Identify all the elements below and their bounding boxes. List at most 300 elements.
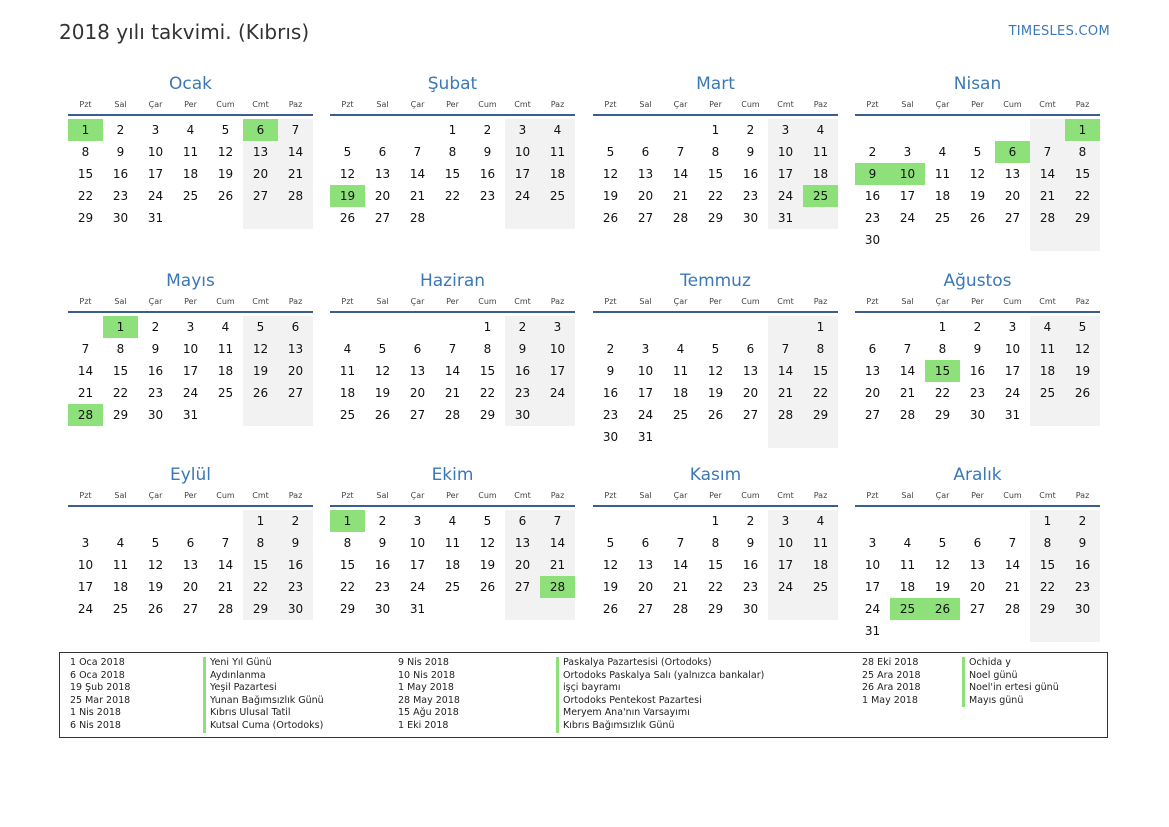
weekday-label: Cmt — [252, 100, 269, 109]
weekday-label: Cum — [741, 491, 760, 500]
weekday-label: Per — [184, 491, 197, 500]
month-name: Mayıs — [166, 271, 215, 291]
day-cell: 14 — [217, 558, 234, 572]
empty-day-cell — [855, 510, 890, 532]
weekday-label: Pzt — [604, 491, 617, 500]
day-grid — [330, 510, 575, 620]
day-cell: 16 — [374, 558, 391, 572]
day-cell: 17 — [1004, 364, 1021, 378]
day-cell: 2 — [483, 123, 492, 137]
legend-holiday-name: Mayıs günü — [962, 695, 1059, 708]
day-cell: 3 — [768, 119, 803, 141]
weekday-label: Paz — [550, 297, 565, 306]
empty-day-cell — [365, 119, 400, 141]
day-cell: 23 — [602, 408, 619, 422]
day-cell: 25 — [1030, 382, 1065, 404]
weekday-label: Pzt — [79, 491, 92, 500]
holiday-day-cell: 28 — [68, 404, 103, 426]
day-cell: 17 — [182, 364, 199, 378]
empty-day-cell — [400, 316, 435, 338]
empty-day-cell — [960, 229, 995, 251]
legend-holiday-date: 6 Nis 2018 — [70, 719, 121, 731]
day-cell: 17 — [147, 167, 164, 181]
day-cell: 21 — [672, 189, 689, 203]
empty-day-cell — [243, 207, 278, 229]
legend-holiday-name: Yeni Yıl Günü — [203, 657, 324, 670]
day-cell: 4 — [803, 119, 838, 141]
empty-day-cell — [1030, 404, 1065, 426]
day-cell: 4 — [186, 123, 195, 137]
weekday-label: Cmt — [514, 297, 531, 306]
day-cell: 16 — [479, 167, 496, 181]
day-cell: 10 — [1004, 342, 1021, 356]
month-name: Mart — [696, 74, 735, 94]
day-cell: 4 — [343, 342, 352, 356]
empty-day-cell — [435, 316, 470, 338]
day-cell: 21 — [672, 580, 689, 594]
day-grid — [68, 119, 313, 229]
day-cell: 11 — [182, 145, 199, 159]
day-cell: 12 — [374, 364, 391, 378]
empty-day-cell — [505, 598, 540, 620]
legend-holiday-date: 1 May 2018 — [862, 694, 918, 706]
day-cell: 6 — [413, 342, 422, 356]
day-cell: 4 — [938, 145, 947, 159]
empty-day-cell — [890, 620, 925, 642]
empty-day-cell — [540, 404, 575, 426]
month-block — [593, 465, 838, 620]
day-cell: 8 — [1030, 532, 1065, 554]
day-cell: 19 — [969, 189, 986, 203]
weekday-label: Paz — [1075, 100, 1090, 109]
day-cell: 3 — [1008, 320, 1017, 334]
day-cell: 20 — [742, 386, 759, 400]
day-cell: 9 — [483, 145, 492, 159]
day-cell: 14 — [672, 167, 689, 181]
day-cell: 8 — [243, 532, 278, 554]
day-cell: 21 — [768, 382, 803, 404]
weekday-label: Per — [971, 297, 984, 306]
day-cell: 9 — [973, 342, 982, 356]
empty-day-cell — [208, 510, 243, 532]
weekday-label: Pzt — [604, 100, 617, 109]
empty-day-cell — [628, 510, 663, 532]
day-cell: 3 — [903, 145, 912, 159]
day-cell: 25 — [934, 211, 951, 225]
day-cell: 31 — [409, 602, 426, 616]
weekday-label: Cmt — [777, 297, 794, 306]
day-cell: 1 — [1030, 510, 1065, 532]
day-cell: 16 — [278, 554, 313, 576]
day-grid — [855, 316, 1100, 426]
day-cell: 12 — [479, 536, 496, 550]
weekday-label: Cmt — [777, 491, 794, 500]
weekday-label: Pzt — [866, 100, 879, 109]
day-cell: 18 — [112, 580, 129, 594]
day-cell: 25 — [803, 576, 838, 598]
day-cell: 8 — [1065, 141, 1100, 163]
day-cell: 12 — [934, 558, 951, 572]
day-cell: 14 — [768, 360, 803, 382]
day-cell: 13 — [409, 364, 426, 378]
empty-day-cell — [960, 620, 995, 642]
empty-day-cell — [890, 510, 925, 532]
legend-holiday-name: işçi bayramı — [556, 682, 764, 695]
empty-day-cell — [960, 510, 995, 532]
day-cell: 20 — [374, 189, 391, 203]
site-link[interactable]: TIMESLES.COM — [1008, 24, 1110, 39]
day-cell: 28 — [409, 211, 426, 225]
day-cell: 6 — [186, 536, 195, 550]
weekday-header — [593, 487, 838, 505]
day-cell: 29 — [1030, 598, 1065, 620]
day-cell: 11 — [217, 342, 234, 356]
month-block — [330, 271, 575, 426]
day-cell: 6 — [868, 342, 877, 356]
weekday-label: Pzt — [341, 297, 354, 306]
day-cell: 8 — [711, 536, 720, 550]
weekday-label: Pzt — [341, 100, 354, 109]
empty-day-cell — [173, 207, 208, 229]
day-cell: 18 — [217, 364, 234, 378]
day-cell: 19 — [707, 386, 724, 400]
day-cell: 2 — [746, 123, 755, 137]
day-cell: 27 — [742, 408, 759, 422]
empty-day-cell — [663, 316, 698, 338]
day-cell: 9 — [505, 338, 540, 360]
day-cell: 13 — [374, 167, 391, 181]
legend-holiday-date: 15 Ağu 2018 — [398, 707, 459, 719]
day-cell: 5 — [151, 536, 160, 550]
day-cell: 28 — [444, 408, 461, 422]
day-cell: 23 — [147, 386, 164, 400]
day-cell: 30 — [278, 598, 313, 620]
day-cell: 4 — [221, 320, 230, 334]
empty-day-cell — [330, 316, 365, 338]
empty-day-cell — [1065, 229, 1100, 251]
day-cell: 17 — [899, 189, 916, 203]
day-cell: 24 — [540, 382, 575, 404]
weekday-label: Per — [709, 491, 722, 500]
month-divider — [593, 114, 838, 116]
day-cell: 30 — [864, 233, 881, 247]
day-cell: 9 — [746, 145, 755, 159]
day-cell: 2 — [1065, 510, 1100, 532]
day-cell: 5 — [343, 145, 352, 159]
day-cell: 20 — [637, 580, 654, 594]
empty-day-cell — [663, 119, 698, 141]
day-cell: 7 — [1008, 536, 1017, 550]
day-cell: 20 — [182, 580, 199, 594]
day-grid — [330, 316, 575, 426]
weekday-label: Sal — [639, 100, 652, 109]
day-cell: 23 — [112, 189, 129, 203]
day-cell: 10 — [182, 342, 199, 356]
weekday-label: Cmt — [1039, 100, 1056, 109]
day-cell: 27 — [864, 408, 881, 422]
weekday-label: Per — [971, 100, 984, 109]
day-cell: 10 — [864, 558, 881, 572]
empty-day-cell — [103, 510, 138, 532]
day-cell: 19 — [479, 558, 496, 572]
day-cell: 18 — [803, 554, 838, 576]
day-cell: 4 — [676, 342, 685, 356]
day-cell: 26 — [374, 408, 391, 422]
month-divider — [330, 311, 575, 313]
day-cell: 20 — [409, 386, 426, 400]
day-cell: 8 — [803, 338, 838, 360]
empty-day-cell — [855, 316, 890, 338]
day-cell: 24 — [505, 185, 540, 207]
day-cell: 11 — [934, 167, 951, 181]
day-cell: 3 — [81, 536, 90, 550]
empty-day-cell — [925, 119, 960, 141]
day-cell: 24 — [768, 576, 803, 598]
day-cell: 26 — [217, 189, 234, 203]
day-cell: 27 — [1004, 211, 1021, 225]
month-divider — [68, 114, 313, 116]
empty-day-cell — [890, 119, 925, 141]
empty-day-cell — [995, 620, 1030, 642]
day-cell: 10 — [505, 141, 540, 163]
legend-names-col-3 — [962, 657, 1059, 707]
day-cell: 11 — [899, 558, 916, 572]
day-cell: 29 — [479, 408, 496, 422]
day-cell: 3 — [868, 536, 877, 550]
day-cell: 7 — [1030, 141, 1065, 163]
day-cell: 15 — [339, 558, 356, 572]
day-cell: 22 — [444, 189, 461, 203]
month-block — [330, 74, 575, 229]
day-cell: 1 — [483, 320, 492, 334]
legend-holiday-date: 1 May 2018 — [398, 682, 454, 694]
day-cell: 7 — [81, 342, 90, 356]
empty-day-cell — [400, 119, 435, 141]
weekday-label: Cmt — [1039, 491, 1056, 500]
day-cell: 2 — [278, 510, 313, 532]
empty-day-cell — [470, 207, 505, 229]
day-cell: 18 — [672, 386, 689, 400]
day-cell: 3 — [641, 342, 650, 356]
day-cell: 1 — [938, 320, 947, 334]
empty-day-cell — [925, 620, 960, 642]
day-cell: 10 — [637, 364, 654, 378]
empty-day-cell — [663, 426, 698, 448]
day-cell: 5 — [973, 145, 982, 159]
day-cell: 26 — [602, 211, 619, 225]
month-block — [68, 465, 313, 620]
holiday-day-cell: 15 — [925, 360, 960, 382]
weekday-label: Cum — [478, 297, 497, 306]
day-cell: 30 — [602, 430, 619, 444]
day-cell: 14 — [899, 364, 916, 378]
day-cell: 23 — [969, 386, 986, 400]
weekday-label: Sal — [114, 100, 127, 109]
day-cell: 1 — [711, 514, 720, 528]
legend-holiday-date: 1 Eki 2018 — [398, 719, 449, 731]
weekday-label: Sal — [114, 297, 127, 306]
weekday-label: Sal — [901, 297, 914, 306]
day-cell: 10 — [768, 141, 803, 163]
day-cell: 6 — [641, 145, 650, 159]
empty-day-cell — [540, 207, 575, 229]
day-cell: 16 — [742, 167, 759, 181]
day-cell: 6 — [641, 536, 650, 550]
day-cell: 6 — [505, 510, 540, 532]
empty-day-cell — [365, 316, 400, 338]
weekday-label: Paz — [1075, 297, 1090, 306]
weekday-header — [330, 293, 575, 311]
day-cell: 25 — [339, 408, 356, 422]
weekday-label: Per — [971, 491, 984, 500]
day-cell: 24 — [409, 580, 426, 594]
day-cell: 31 — [1004, 408, 1021, 422]
day-cell: 8 — [938, 342, 947, 356]
day-cell: 30 — [374, 602, 391, 616]
legend-holiday-date: 1 Nis 2018 — [70, 707, 121, 719]
weekday-header — [855, 293, 1100, 311]
day-cell: 8 — [343, 536, 352, 550]
legend-holiday-name: Ortodoks Paskalya Salı (yalnızca bankalar) — [556, 670, 764, 683]
legend-holiday-name: Aydınlanma — [203, 670, 324, 683]
day-cell: 4 — [903, 536, 912, 550]
empty-day-cell — [803, 426, 838, 448]
day-cell: 21 — [77, 386, 94, 400]
day-cell: 9 — [278, 532, 313, 554]
day-cell: 14 — [672, 558, 689, 572]
day-cell: 9 — [1065, 532, 1100, 554]
day-cell: 5 — [483, 514, 492, 528]
day-cell: 11 — [112, 558, 129, 572]
weekday-label: Sal — [376, 491, 389, 500]
day-cell: 7 — [903, 342, 912, 356]
holiday-day-cell: 28 — [540, 576, 575, 598]
day-cell: 13 — [243, 141, 278, 163]
empty-day-cell — [1065, 404, 1100, 426]
day-cell: 1 — [448, 123, 457, 137]
weekday-label: Paz — [550, 491, 565, 500]
weekday-label: Çar — [673, 297, 688, 306]
month-name: Nisan — [953, 74, 1002, 94]
day-cell: 24 — [864, 602, 881, 616]
page-title: 2018 yılı takvimi. (Kıbrıs) — [59, 20, 310, 44]
day-cell: 13 — [1004, 167, 1021, 181]
day-cell: 13 — [505, 532, 540, 554]
holiday-day-cell: 1 — [103, 316, 138, 338]
weekday-label: Paz — [813, 491, 828, 500]
day-cell: 2 — [973, 320, 982, 334]
empty-day-cell — [435, 598, 470, 620]
weekday-label: Cum — [1003, 491, 1022, 500]
day-cell: 26 — [602, 602, 619, 616]
month-block — [855, 271, 1100, 426]
day-cell: 5 — [243, 316, 278, 338]
day-cell: 3 — [413, 514, 422, 528]
day-cell: 21 — [444, 386, 461, 400]
month-block — [68, 271, 313, 426]
weekday-label: Cum — [1003, 100, 1022, 109]
empty-day-cell — [855, 119, 890, 141]
day-cell: 31 — [182, 408, 199, 422]
day-cell: 5 — [606, 145, 615, 159]
day-cell: 26 — [707, 408, 724, 422]
weekday-label: Cmt — [777, 100, 794, 109]
empty-day-cell — [1030, 119, 1065, 141]
day-cell: 12 — [602, 167, 619, 181]
day-cell: 16 — [1065, 554, 1100, 576]
day-cell: 7 — [413, 145, 422, 159]
day-cell: 7 — [768, 338, 803, 360]
day-cell: 8 — [448, 145, 457, 159]
day-cell: 22 — [707, 580, 724, 594]
day-cell: 5 — [1065, 316, 1100, 338]
weekday-label: Pzt — [79, 100, 92, 109]
day-cell: 19 — [1065, 360, 1100, 382]
day-cell: 26 — [969, 211, 986, 225]
day-cell: 19 — [602, 189, 619, 203]
day-cell: 30 — [1065, 598, 1100, 620]
empty-day-cell — [698, 426, 733, 448]
day-cell: 5 — [378, 342, 387, 356]
empty-day-cell — [733, 316, 768, 338]
day-cell: 8 — [483, 342, 492, 356]
day-cell: 3 — [768, 510, 803, 532]
day-cell: 24 — [1004, 386, 1021, 400]
day-cell: 27 — [374, 211, 391, 225]
weekday-header — [68, 293, 313, 311]
day-cell: 13 — [742, 364, 759, 378]
day-grid — [330, 119, 575, 229]
weekday-label: Paz — [288, 491, 303, 500]
day-cell: 20 — [1004, 189, 1021, 203]
day-cell: 24 — [147, 189, 164, 203]
day-cell: 7 — [221, 536, 230, 550]
empty-day-cell — [733, 426, 768, 448]
day-cell: 31 — [147, 211, 164, 225]
empty-day-cell — [768, 598, 803, 620]
legend-dates-col-2 — [398, 657, 460, 733]
day-cell: 27 — [182, 602, 199, 616]
day-cell: 17 — [77, 580, 94, 594]
day-cell: 9 — [746, 536, 755, 550]
empty-day-cell — [768, 426, 803, 448]
day-cell: 15 — [444, 167, 461, 181]
legend-holiday-name: Ortodoks Pentekost Pazartesi — [556, 695, 764, 708]
weekday-label: Cum — [478, 100, 497, 109]
day-cell: 12 — [602, 558, 619, 572]
day-cell: 17 — [768, 554, 803, 576]
weekday-label: Pzt — [604, 297, 617, 306]
legend-holiday-name: Paskalya Pazartesisi (Ortodoks) — [556, 657, 764, 670]
weekday-label: Paz — [288, 297, 303, 306]
weekday-header — [593, 96, 838, 114]
weekday-label: Sal — [639, 491, 652, 500]
empty-day-cell — [1030, 620, 1065, 642]
day-cell: 5 — [711, 342, 720, 356]
day-cell: 4 — [540, 119, 575, 141]
day-cell: 5 — [938, 536, 947, 550]
day-cell: 15 — [707, 558, 724, 572]
day-cell: 13 — [637, 167, 654, 181]
day-cell: 25 — [182, 189, 199, 203]
empty-day-cell — [208, 404, 243, 426]
day-cell: 13 — [637, 558, 654, 572]
empty-day-cell — [995, 510, 1030, 532]
day-cell: 12 — [243, 338, 278, 360]
day-cell: 14 — [444, 364, 461, 378]
day-cell: 20 — [864, 386, 881, 400]
day-cell: 14 — [409, 167, 426, 181]
